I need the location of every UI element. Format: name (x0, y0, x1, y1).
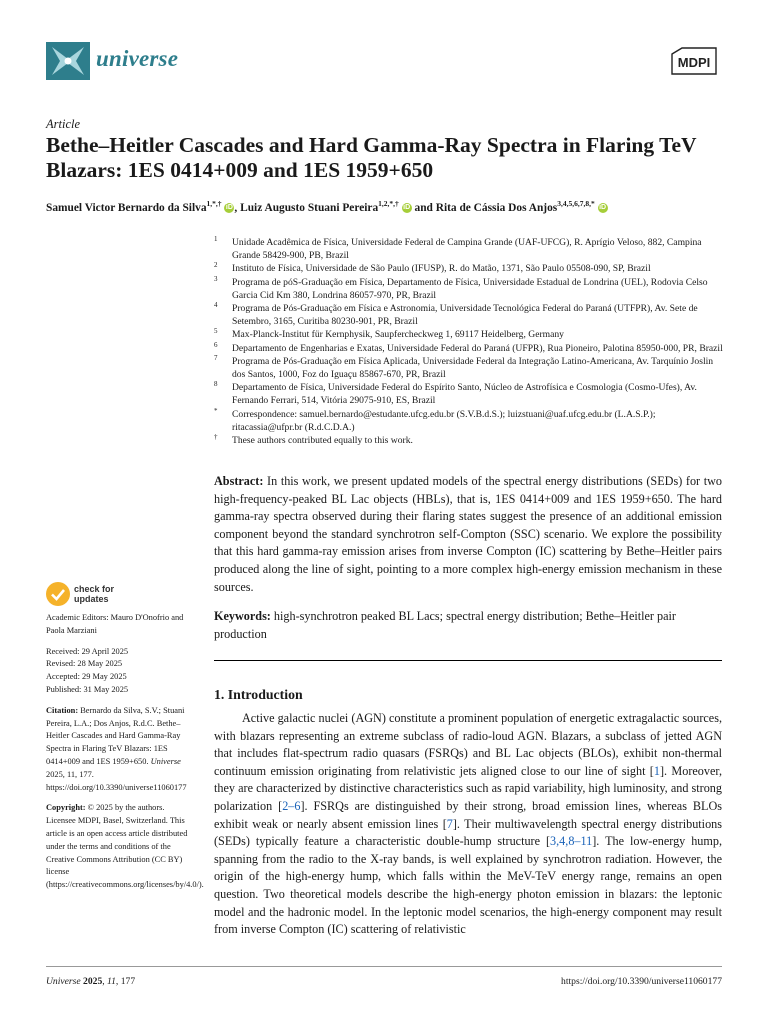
intro-text: ]. Their multiwavelength spectral energy distributions (SEDs) typically feature a characteristic double-hump structure [ (214, 816, 722, 849)
orcid-icon[interactable]: iD (403, 204, 411, 212)
affiliation-item (214, 328, 724, 341)
affiliation-item (214, 355, 724, 381)
intro-body (214, 710, 722, 939)
article-sidebar (46, 612, 204, 900)
citation-link[interactable]: 7 (446, 816, 453, 831)
author-separator: and (411, 201, 436, 214)
orcid-icon[interactable]: iD (599, 204, 607, 212)
footer-year: 2025 (83, 976, 103, 987)
footer-volume: 11 (107, 976, 116, 987)
author-list (46, 199, 746, 214)
correspondence-text[interactable]: Correspondence: samuel.bernardo@estudante.ufcg.edu.br (S.V.B.d.S.); luizstuani@uaf.ufcg.edu.br (L.A.S.P.); ritacassia@ufpr.br (R.d.C.D.A.) (232, 408, 656, 433)
footer-divider (46, 966, 722, 967)
section-heading: 1. Introduction (214, 687, 303, 702)
mdpi-label: MDPI (677, 55, 711, 70)
equal-contribution-note (214, 434, 724, 447)
orcid-icon[interactable]: iD (225, 204, 233, 212)
affiliation-number: † (214, 433, 218, 442)
author-sup: 1,*,† (206, 199, 222, 208)
published-date: Published: 31 May 2025 (46, 684, 129, 694)
affiliation-text: Programa de póS-Graduação em Física, Departamento de Física, Universidade Estadual de Londrina (UEL), Rodovia Celso Garcia Cid Km 380, Londrina 86057-970, PR, Brazil (232, 276, 708, 301)
abstract-label: Abstract: (214, 474, 264, 488)
received-date: Received: 29 April 2025 (46, 646, 129, 656)
abstract (214, 473, 722, 596)
footer-journal: Universe (46, 976, 81, 987)
correspondence-item (214, 408, 724, 434)
citation-link[interactable]: 2–6 (282, 798, 301, 813)
footer-doi-link[interactable]: https://doi.org/10.3390/universe11060177 (561, 976, 722, 987)
keywords-text: high-synchrotron peaked BL Lacs; spectral energy distribution; Bethe–Heitler pair production (214, 609, 676, 641)
copyright-block (46, 802, 204, 892)
citation-journal: Universe (150, 756, 181, 766)
check-for-updates-badge[interactable] (46, 582, 166, 610)
affiliation-text: Departamento de Física, Universidade Federal do Espírito Santo, Núcleo de Astrofísica e Cosmologia (Cosmo-Ufes), Av. Fernando Ferrari, 514, Vitória 29075-910, ES, Brazil (232, 382, 697, 407)
affiliation-number: * (214, 406, 218, 415)
citation-label: Citation: (46, 705, 79, 715)
affiliation-number: 7 (214, 353, 218, 362)
citation-text: Bernardo da Silva, S.V.; Stuani Pereira, L.A.; Dos Anjos, R.d.C. Bethe–Heitler Cascades and Hard Gamma-Ray Spectra in Flaring TeV Blazars: 1ES 0414+009 and 1ES 1959+650. (46, 705, 185, 766)
affiliation-number: 1 (214, 235, 218, 243)
affiliation-text: Programa de Pós-Graduação em Física Aplicada, Universidade Federal da Integração Latino-Americana, Av. Tarquínio Joslin dos Santos, 1000, Foz do Iguaçu 85867-670, PR, Brazil (232, 355, 714, 381)
author-name: Rita de Cássia Dos Anjos (435, 201, 558, 214)
author-name: Samuel Victor Bernardo da Silva (46, 201, 207, 214)
affiliation-item (214, 276, 724, 302)
affiliation-number: 8 (214, 380, 218, 389)
author-name: Luiz Augusto Stuani Pereira (240, 201, 379, 214)
affiliation-item (214, 342, 724, 355)
affiliation-text: Departamento de Engenharias e Exatas, Universidade Federal do Paraná (UFPR), Rua Pioneiro, Palotina 85950-000, PR, Brazil (232, 342, 723, 354)
journal-logo (46, 42, 90, 80)
check-line1: check for (74, 584, 115, 594)
academic-editors: Academic Editors: Mauro D'Onofrio and Paola Marziani (46, 613, 184, 635)
citation-link[interactable]: 3,4,8–11 (550, 834, 593, 849)
abstract-text: In this work, we present updated models of the spectral energy distributions (SEDs) for two high-frequency-peaked BL Lac objects (HBLs), that is, 1ES 0414+009 and 1ES 1959+650. The hard gamma-ray spectra observed during their flaring states suggest the presence of an additional emission component beyond the standard synchrotron self-Compton (SSC) scenario. We explore the possibility that this hard gamma-ray emission arises from inverse Compton (IC) scattering by Bethe–Heitler pairs produced along the line of sight, pointing to a more complex high-energy emission mechanism in these sources. (214, 474, 722, 594)
affiliation-number: 2 (214, 261, 218, 270)
keywords-label: Keywords: (214, 609, 271, 623)
mdpi-logo-icon (668, 46, 720, 76)
affiliation-item (214, 302, 724, 328)
section-divider (214, 660, 722, 661)
intro-text: ]. The low-energy hump, spanning from the radio to the X-ray bands, is well explained by synchrotron radiation. However, the origin of the high-energy hump, which falls within the MeV-TeV energy range, remains an open question. Two theoretical models describe the high-energy photon emission in blazars: the leptonic model and the hadronic model. In the leptonic model scenarios, the high-energy component may result from inverse Compton (IC) scattering of relativistic (214, 834, 723, 937)
check-icon (46, 582, 70, 606)
affiliation-item (214, 262, 724, 275)
affiliation-text: Unidade Acadêmica de Física, Universidade Federal de Campina Grande (UAF-UFCG), R. Aprígio Veloso, 882, Campina Grande 58429-900, PB, Brazil (232, 237, 702, 262)
copyright-text: © 2025 by the authors. Licensee MDPI, Basel, Switzerland. This article is an open access article distributed under the terms and conditions of the Creative Commons Attribution (CC BY) license (https://creativecommons.org/licenses/by/4.0/). (46, 803, 204, 890)
keywords (214, 608, 722, 643)
affiliation-item (214, 381, 724, 407)
check-for-updates-label (74, 585, 114, 604)
copyright-label: Copyright: (46, 803, 86, 813)
citation-doi[interactable]: https://doi.org/10.3390/universe11060177 (46, 782, 187, 792)
author-separator: , (234, 201, 241, 214)
revised-date: Revised: 28 May 2025 (46, 659, 123, 669)
citation-volume: 2025, 11, 177. (46, 769, 94, 779)
intro-text: ]. FSRQs are distinguished by their strong, broad emission lines, whereas BLOs exhibit weak or nearly absent emission lines [ (214, 798, 722, 831)
intro-text: ]. Moreover, they are characterized by distinctive characteristics such as rapid variability, high luminosity, and strong polarization [ (214, 763, 722, 813)
affiliation-number: 4 (214, 301, 218, 310)
affiliation-list (214, 236, 724, 447)
affiliation-number: 6 (214, 340, 218, 349)
author-sup: 1,2,*,† (378, 199, 399, 208)
affiliation-text: Programa de Pós-Graduação em Física e Astronomia, Universidade Tecnológica Federal do Paraná (UTFPR), Av. Sete de Setembro, 3165, Curitiba 80230-901, PR, Brazil (232, 303, 698, 328)
intro-text: Active galactic nuclei (AGN) constitute a prominent population of energetic extragalactic sources, with blazars representing an extreme subclass of radio-loud AGN. Blazars, a subclass of jetted AGN that includes flat-spectrum radio quasars (FSRQs) and BL Lac objects (BLOs), exhibit non-thermal continuum emission originating from relativistic jets aligned close to our line of sight [ (214, 711, 722, 778)
author-sup: 3,4,5,6,7,8,* (557, 199, 595, 208)
affiliation-number: 3 (214, 274, 218, 283)
journal-name: universe (96, 46, 179, 71)
affiliation-item (214, 236, 724, 262)
affiliation-text: These authors contributed equally to this work. (232, 435, 413, 447)
citation-link[interactable]: 1 (653, 763, 660, 778)
universe-logo-icon (46, 42, 90, 80)
intro-paragraph (214, 710, 722, 939)
footer-citation: Universe 2025, 11, 177 (46, 976, 136, 987)
footer-page: 177 (120, 976, 136, 987)
publisher-logo (668, 46, 720, 76)
affiliation-text: Max-Planck-Institut für Kernphysik, Saupfercheckweg 1, 69117 Heidelberg, Germany (232, 329, 564, 341)
accepted-date: Accepted: 29 May 2025 (46, 672, 127, 682)
check-line2: updates (74, 593, 109, 604)
affiliation-number: 5 (214, 327, 218, 336)
article-type: Article (46, 117, 81, 131)
affiliation-text: Instituto de Física, Universidade de São Paulo (IFUSP), R. do Matão, 1371, São Paulo 05508-090, SP, Brazil (232, 263, 651, 275)
page-title: Bethe–Heitler Cascades and Hard Gamma-Ray Spectra in Flaring TeV Blazars: 1ES 0414+009 and 1ES 1959+650 (46, 133, 697, 182)
citation-block (46, 705, 196, 795)
